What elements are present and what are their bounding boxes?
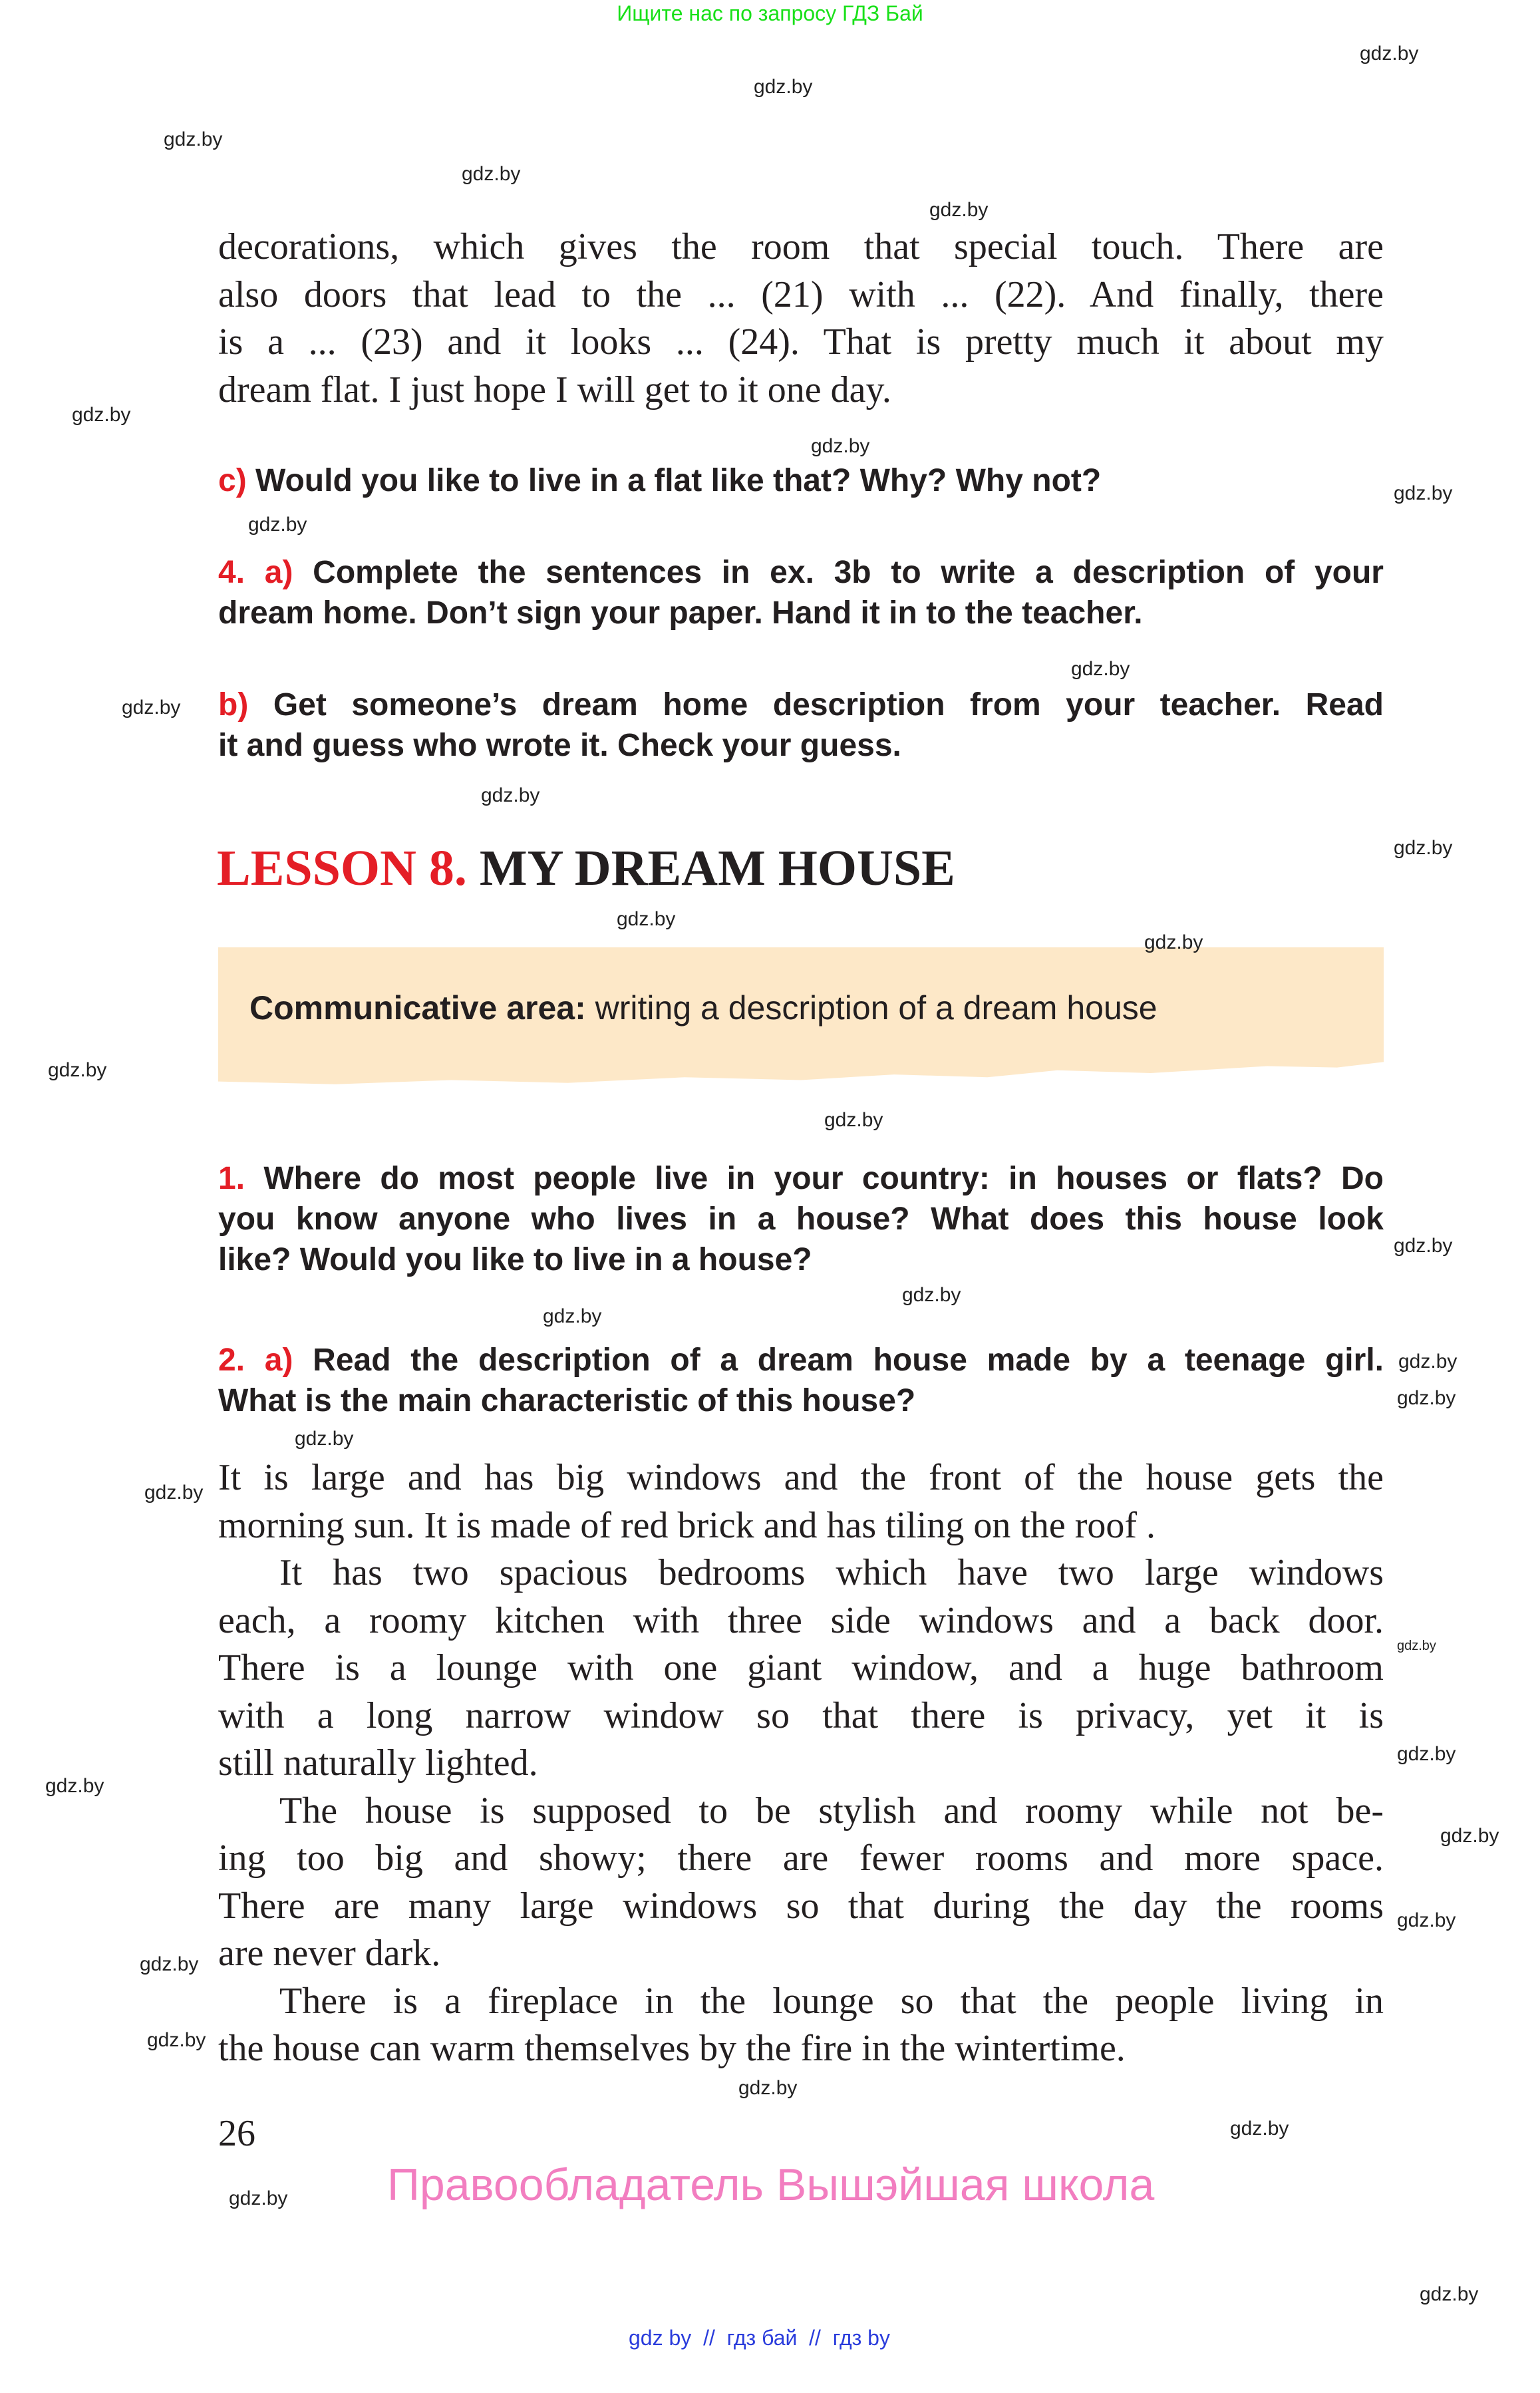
task-text: you know anyone who lives in a house? What does this house look: [218, 1201, 1384, 1237]
text-line: each, a roomy kitchen with three side windows and a back door.: [218, 1599, 1384, 1641]
task-number: 2.: [218, 1343, 245, 1378]
top-paragraph: [218, 224, 1384, 414]
watermark: gdz.by: [1397, 1387, 1456, 1409]
text-line: are never dark.: [218, 1933, 441, 1974]
lesson-name: MY DREAM HOUSE: [479, 840, 955, 896]
text-line: There is a lounge with one giant window, and a huge bathroom: [218, 1647, 1384, 1688]
copyright-notice: Правообладатель Вышэйшая школа: [387, 2159, 1155, 2210]
task-text: like? Would you like to live in a house?: [218, 1242, 812, 1277]
lesson-title: [217, 840, 955, 897]
text-line: It is large and has big windows and the front of the house gets the: [218, 1457, 1384, 1498]
watermark: gdz.by: [147, 2029, 206, 2051]
watermark: gdz.by: [248, 514, 307, 536]
task-label: a): [264, 1343, 293, 1378]
page-number: 26: [218, 2113, 255, 2154]
watermark: gdz.by: [144, 1482, 204, 1504]
text-line: ing too big and showy; there are fewer rooms and more space.: [218, 1837, 1384, 1879]
watermark: gdz.by: [45, 1775, 104, 1797]
task-3c: [218, 460, 1384, 501]
watermark: gdz.by: [140, 1953, 199, 1975]
watermark: gdz.by: [1230, 2118, 1289, 2140]
watermark: gdz.by: [617, 908, 676, 930]
watermark: gdz.by: [929, 199, 989, 221]
lesson-number: LESSON 8.: [217, 840, 467, 896]
watermark: gdz.by: [902, 1284, 961, 1306]
text-line: decorations, which gives the room that special touch. There are: [218, 226, 1384, 267]
text-line: The house is supposed to be stylish and roomy while not be-: [279, 1790, 1384, 1832]
text-line: It has two spacious bedrooms which have two large windows: [279, 1552, 1384, 1593]
task-text: Read the description of a dream house made by a teenage girl.: [313, 1343, 1384, 1378]
text-line: There is a fireplace in the lounge so that the people living in: [279, 1980, 1384, 2022]
task-text: Would you like to live in a flat like that? Why? Why not?: [255, 463, 1102, 498]
watermark: gdz.by: [738, 2077, 798, 2099]
task-1: [218, 1158, 1384, 1280]
watermark: gdz.by: [1071, 658, 1130, 680]
task-4a: [218, 552, 1384, 633]
text-line: There are many large windows so that during the day the rooms: [218, 1885, 1384, 1927]
watermark: gdz.by: [72, 404, 131, 426]
task-text: Complete the sentences in ex. 3b to write a description of your: [313, 555, 1384, 590]
watermark: gdz.by: [1394, 482, 1453, 504]
watermark: gdz.by: [1394, 837, 1453, 859]
task-4b: [218, 685, 1384, 766]
task-number: 1.: [218, 1161, 245, 1196]
text-line: still naturally lighted.: [218, 1742, 538, 1784]
watermark: gdz.by: [164, 128, 223, 150]
watermark: gdz.by: [1397, 1909, 1456, 1931]
task-number: 4.: [218, 555, 245, 590]
watermark: gdz.by: [811, 435, 870, 457]
text-line: with a long narrow window so that there is privacy, yet it is: [218, 1694, 1384, 1736]
watermark: gdz.by: [1420, 2283, 1479, 2305]
text-line: is a ... (23) and it looks ... (24). That is pretty much it about my: [218, 321, 1384, 363]
communicative-area-label: Communicative area:: [249, 989, 586, 1027]
search-banner: Ищите нас по запросу ГДЗ Бай: [617, 1, 923, 25]
task-text: dream home. Don’t sign your paper. Hand it in to the teacher.: [218, 595, 1143, 631]
task-text: Get someone’s dream home description from your teacher. Read: [273, 687, 1384, 722]
task-label: b): [218, 687, 249, 722]
watermark: gdz.by: [462, 163, 521, 185]
footer-links[interactable]: gdz by // гдз бай // гдз by: [629, 2326, 890, 2350]
task-text: Where do most people live in your country: in houses or flats? Do: [263, 1161, 1384, 1196]
task-label: a): [264, 555, 293, 590]
text-line: morning sun. It is made of red brick and has tiling on the roof .: [218, 1504, 1156, 1546]
watermark: gdz.by: [1440, 1825, 1499, 1847]
watermark: gdz.by: [229, 2187, 288, 2209]
watermark: gdz.by: [754, 76, 813, 98]
watermark: gdz.by: [1397, 1639, 1436, 1653]
watermark: gdz.by: [295, 1428, 354, 1450]
task-2a: [218, 1340, 1384, 1421]
text-line: the house can warm themselves by the fire in the wintertime.: [218, 2028, 1126, 2069]
communicative-area-text: writing a description of a dream house: [595, 989, 1157, 1027]
communicative-area: [249, 989, 1157, 1027]
reading-text: [218, 1454, 1384, 2073]
text-line: also doors that lead to the ... (21) with ... (22). And finally, there: [218, 273, 1384, 315]
watermark: gdz.by: [481, 784, 540, 806]
task-text: What is the main characteristic of this house?: [218, 1383, 916, 1418]
watermark: gdz.by: [1397, 1743, 1456, 1765]
watermark: gdz.by: [543, 1305, 602, 1327]
watermark: gdz.by: [824, 1109, 883, 1131]
text-line: dream flat. I just hope I will get to it one day.: [218, 369, 891, 410]
watermark: gdz.by: [1144, 931, 1203, 953]
task-text: it and guess who wrote it. Check your guess.: [218, 728, 901, 763]
watermark: gdz.by: [1398, 1351, 1458, 1372]
watermark: gdz.by: [48, 1059, 107, 1081]
task-label: c): [218, 463, 247, 498]
watermark: gdz.by: [122, 697, 181, 718]
watermark: gdz.by: [1394, 1235, 1453, 1257]
watermark: gdz.by: [1360, 43, 1419, 65]
